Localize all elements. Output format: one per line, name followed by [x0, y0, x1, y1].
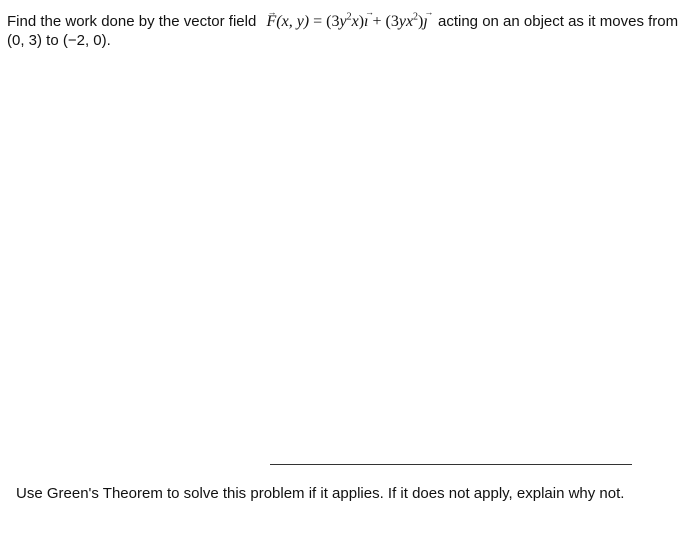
vector-f: → F [266, 12, 276, 31]
formula-plus: + (3 [368, 13, 399, 30]
formula-exp2: 2 [413, 11, 419, 23]
formula-eq: = (3 [309, 13, 340, 30]
question-text [7, 12, 687, 50]
formula-yx: yx [398, 13, 414, 30]
formula-paren: ) [358, 13, 365, 30]
unit-vector-i: → ı [364, 12, 368, 31]
formula-y: y [339, 13, 347, 30]
formula-args: (x, y) [276, 13, 310, 30]
answer-line [270, 464, 632, 465]
question-rest: acting on an object as it moves from (0, 3) to (−2, 0). [7, 13, 679, 49]
formula-close: ) [418, 13, 424, 30]
vector-field-formula [266, 13, 427, 30]
formula-exp1: 2 [346, 11, 352, 23]
question-intro: Find the work done by the vector field [7, 13, 257, 30]
unit-vector-j: → ȷ [423, 12, 427, 31]
instruction-text: Use Green's Theorem to solve this problem if it applies. If it does not apply, explain why not. [16, 485, 625, 502]
formula-x: x [351, 13, 359, 30]
